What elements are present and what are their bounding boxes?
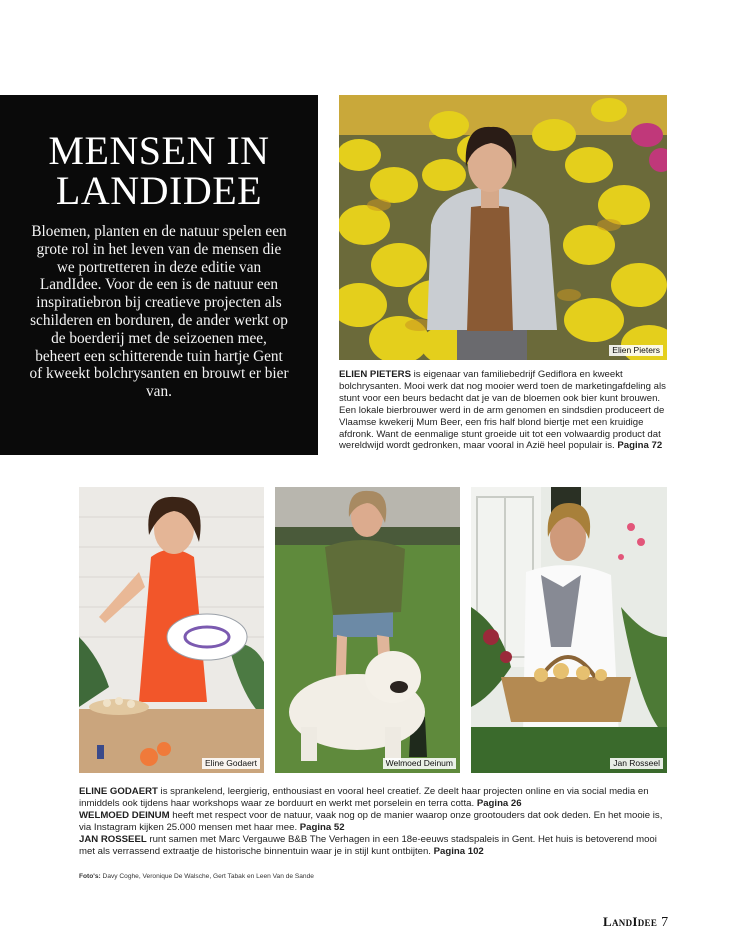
credits-names: Davy Coghe, Veronique De Walsche, Gert Tabak en Leen Van de Sande (100, 873, 314, 880)
chrysanthemum-field-image (339, 95, 667, 360)
jan-portrait-image (471, 487, 667, 773)
profiles-bottom (79, 786, 671, 857)
name-welmoed: WELMOED DEINUM (79, 809, 170, 821)
title-line-1: MENSEN IN (48, 128, 270, 173)
text-eline: is sprankelend, leergierig, enthousiast en vooral heel creatief. Ze deelt haar projecten online en via social media en inmiddels ook tijdens haar workshops waar ze borduurt en werkt met porselein en terra cotta. (79, 786, 649, 809)
text-welmoed: heeft met respect voor de natuur, vaak nog op de manier waarop onze grootouders dat ook deden. En het mooie is, via Instagram kijken 25.000 mensen met haar mee. (79, 809, 663, 833)
page-ref-eline: Pagina 26 (476, 797, 522, 809)
page-ref-jan: Pagina 102 (433, 845, 484, 857)
photo-credits (79, 873, 314, 880)
welmoed-portrait-image (275, 487, 460, 773)
caption-eline-godaert: Eline Godaert (202, 758, 260, 769)
eline-portrait-image (79, 487, 264, 773)
intro-box (0, 95, 318, 455)
photo-eline-godaert (79, 487, 264, 773)
title-line-2: LANDIDEE (55, 168, 263, 213)
text-elien: is eigenaar van familiebedrijf Gediflora en kweekt bolchrysanten. Mooi werk dat nog mooier werd toen de marketingafdeling als stunt voor een beurs bedacht dat je van de bloemen ook bier kunt brouwen. Een lokale bierbrouwer werd in de arm genomen en sindsdien produceert de Vlaamse kwekerij Mum Beer, een fris half blond biertje met een kruidige afdronk. Want de eenmalige stunt groeide uit tot een volwaardig product dat wereldwijd wordt gedronken, maar vooral in Azië heel populair is. (339, 369, 666, 452)
caption-elien-pieters: Elien Pieters (609, 345, 663, 356)
text-jan: runt samen met Marc Vergauwe B&B The Verhagen in een 18e-eeuws stadspaleis in Gent. Het huis is betoverend mooi met als verrassend extraatje de historische binnentuin waar je in stijl kunt ontbijten. (79, 833, 657, 857)
page-ref-welmoed: Pagina 52 (299, 821, 345, 833)
page-footer (603, 914, 668, 931)
photo-jan-rosseel (471, 487, 667, 773)
photo-elien-pieters (339, 95, 667, 360)
name-elien: ELIEN PIETERS (339, 369, 411, 380)
credits-label: Foto's: (79, 873, 101, 880)
intro-text: Bloemen, planten en de natuur spelen een grote rol in het leven van de mensen die we portretteren in deze editie van LandIdee. Voor de een is de natuur een inspiratiebron bij creatieve projecten als schilderen en borduren, de ander werkt op de boerderij met de seizoenen mee, beheert een schitterende tuin hartje Gent of kweekt bolchrysanten en brouwt er bier van. (29, 223, 289, 401)
caption-welmoed-deinum: Welmoed Deinum (383, 758, 456, 769)
page-ref-elien: Pagina 72 (617, 440, 663, 452)
caption-jan-rosseel: Jan Rosseel (610, 758, 663, 769)
profile-jan (79, 834, 671, 858)
name-jan: JAN ROSSEEL (79, 833, 147, 845)
profile-elien (339, 369, 669, 452)
profile-eline (79, 786, 671, 810)
page-title (0, 128, 318, 213)
photo-welmoed-deinum (275, 487, 460, 773)
name-eline: ELINE GODAERT (79, 786, 158, 797)
profile-welmoed (79, 810, 671, 834)
page-number: 7 (661, 915, 669, 930)
footer-brand: LandIdee (603, 914, 658, 929)
